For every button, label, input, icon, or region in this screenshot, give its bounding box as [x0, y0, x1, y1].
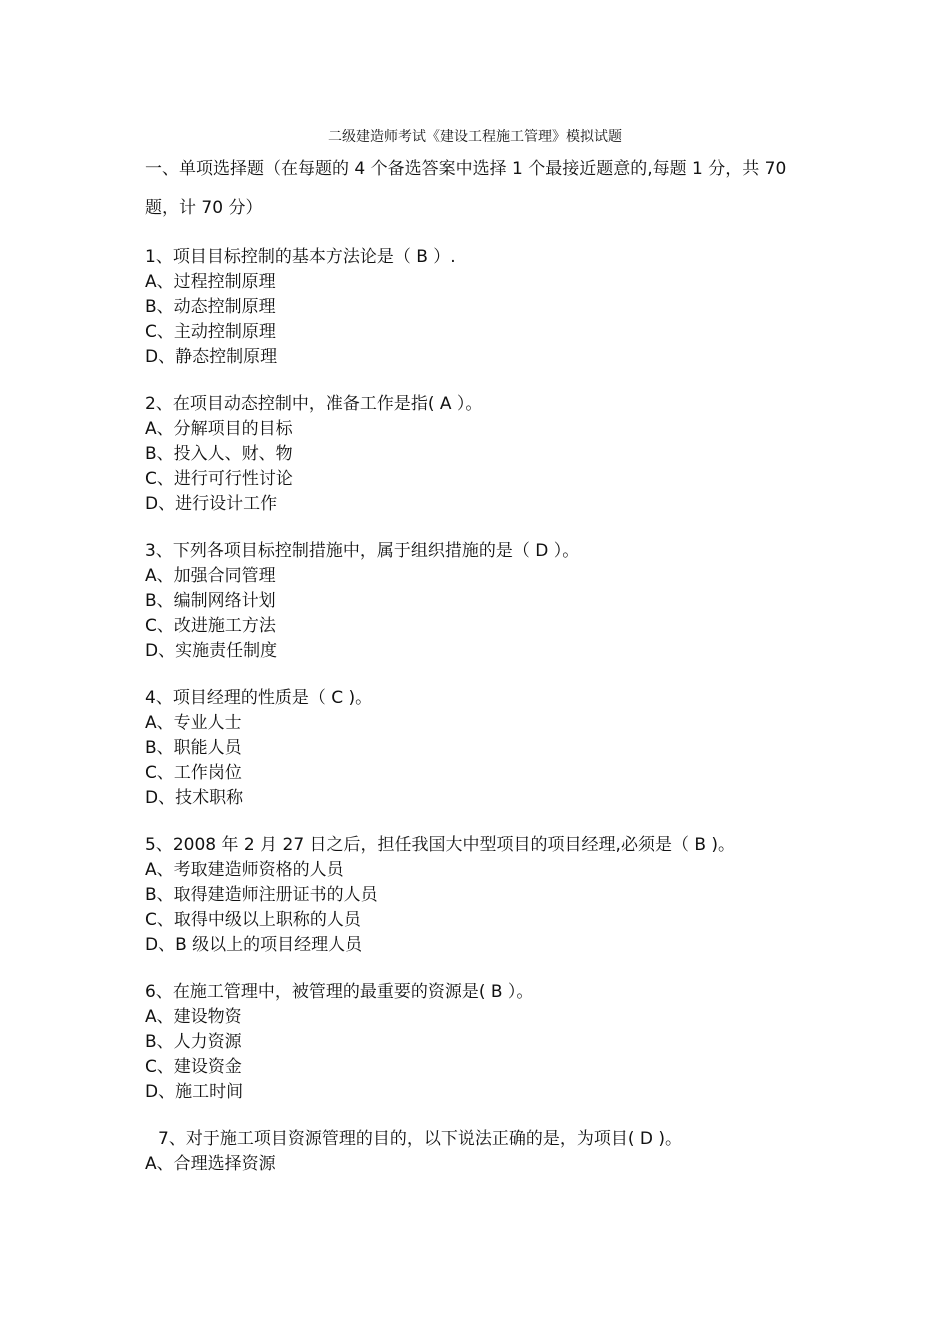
question-4: [145, 686, 785, 811]
option-d: D、B 级以上的项目经理人员: [145, 935, 363, 955]
option-d: D、施工时间: [145, 1082, 244, 1102]
option-c: C、进行可行性讨论: [145, 469, 293, 489]
option-b: B、动态控制原理: [145, 297, 276, 317]
option-b: B、取得建造师注册证书的人员: [145, 885, 378, 905]
option-a: A、过程控制原理: [145, 272, 276, 292]
question-text: 2、在项目动态控制中，准备工作是指( A ）。: [145, 394, 483, 414]
option-d: D、技术职称: [145, 788, 244, 808]
option-c: C、取得中级以上职称的人员: [145, 910, 361, 930]
option-c: C、建设资金: [145, 1057, 242, 1077]
option-a: A、加强合同管理: [145, 566, 276, 586]
question-text: 4、项目经理的性质是（ C )。: [145, 688, 373, 708]
question-1: [145, 245, 785, 370]
document-title: 二级建造师考试《建设工程施工管理》模拟试题: [328, 129, 622, 145]
option-a: A、考取建造师资格的人员: [145, 860, 344, 880]
question-text: 7、对于施工项目资源管理的目的，以下说法正确的是，为项目( D )。: [158, 1129, 682, 1149]
option-a: A、专业人士: [145, 713, 242, 733]
question-6: [145, 980, 785, 1105]
option-d: D、实施责任制度: [145, 641, 278, 661]
question-text: 6、在施工管理中，被管理的最重要的资源是( B ）。: [145, 982, 534, 1002]
option-b: B、人力资源: [145, 1032, 242, 1052]
option-c: C、改进施工方法: [145, 616, 276, 636]
option-c: C、主动控制原理: [145, 322, 276, 342]
option-c: C、工作岗位: [145, 763, 242, 783]
question-list: [145, 245, 785, 1199]
question-text: 1、项目目标控制的基本方法论是（ B ）.: [145, 247, 456, 267]
question-text: 3、下列各项目标控制措施中，属于组织措施的是（ D ）。: [145, 541, 580, 561]
question-7: [145, 1127, 785, 1177]
question-5: [145, 833, 785, 958]
option-b: B、投入人、财、物: [145, 444, 293, 464]
option-a: A、建设物资: [145, 1007, 242, 1027]
question-3: [145, 539, 785, 664]
option-b: B、编制网络计划: [145, 591, 276, 611]
option-d: D、进行设计工作: [145, 494, 278, 514]
option-a: A、分解项目的目标: [145, 419, 293, 439]
option-a: A、合理选择资源: [145, 1154, 276, 1174]
question-2: [145, 392, 785, 517]
section-heading: 一、单项选择题（在每题的 4 个备选答案中选择 1 个最接近题意的,每题 1 分，共 70 题，计 70 分）: [145, 159, 787, 218]
option-d: D、静态控制原理: [145, 347, 278, 367]
option-b: B、职能人员: [145, 738, 242, 758]
question-text: 5、2008 年 2 月 27 日之后，担任我国大中型项目的项目经理,必须是（ B )。: [145, 835, 736, 855]
